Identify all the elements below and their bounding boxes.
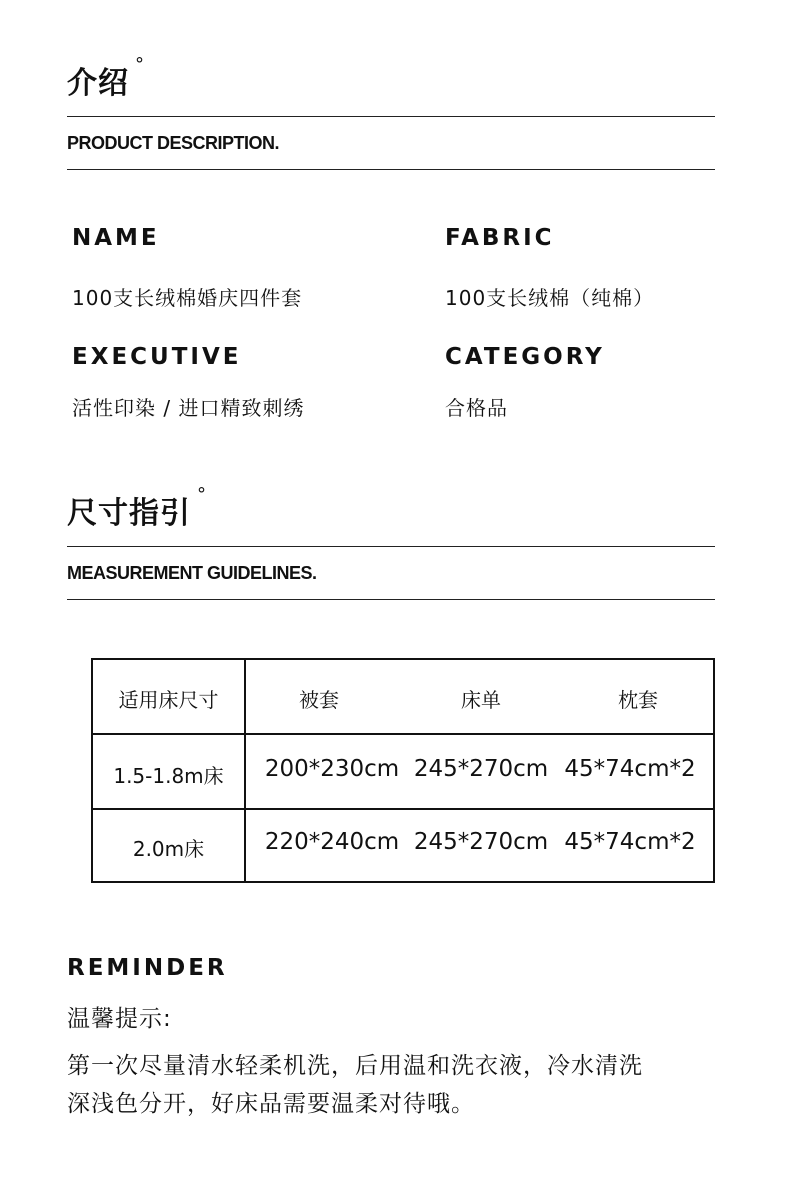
reminder-line-1: 第一次尽量清水轻柔机洗，后用温和洗衣液，冷水清洗 <box>67 1053 643 1079</box>
size-table <box>91 658 715 883</box>
reminder-line-2: 深浅色分开，好床品需要温柔对待哦。 <box>67 1091 475 1117</box>
table-cell-bed: 2.0m床 <box>132 837 205 861</box>
table-header-pillowcase: 枕套 <box>618 688 658 712</box>
divider <box>67 599 715 600</box>
table-cell-duvet: 200*230cm <box>264 756 400 782</box>
reminder-label: 温馨提示: <box>67 1006 172 1032</box>
table-cell-pillowcase: 45*74cm*2 <box>564 829 696 855</box>
spec-label-fabric: FABRIC <box>445 225 555 251</box>
table-header-sheet: 床单 <box>461 688 501 712</box>
spec-value-fabric: 100支长绒棉（纯棉） <box>445 286 655 310</box>
spec-value-name: 100支长绒棉婚庆四件套 <box>72 286 303 310</box>
intro-title <box>67 54 145 102</box>
sizes-title-text: 尺寸指引 <box>67 496 191 531</box>
table-cell-pillowcase: 45*74cm*2 <box>564 756 696 782</box>
degree-mark: ° <box>135 54 145 75</box>
spec-label-category: CATEGORY <box>445 344 605 370</box>
spec-label-name: NAME <box>72 225 160 251</box>
divider <box>67 169 715 170</box>
table-cell-sheet: 245*270cm <box>413 756 549 782</box>
table-row-divider <box>93 808 713 810</box>
degree-mark: ° <box>197 484 207 505</box>
table-cell-bed: 1.5-1.8m床 <box>113 764 224 788</box>
sizes-title <box>67 484 207 532</box>
table-cell-duvet: 220*240cm <box>264 829 400 855</box>
table-header-bed: 适用床尺寸 <box>118 688 219 712</box>
table-row-divider <box>93 733 713 735</box>
intro-subtitle: PRODUCT DESCRIPTION. <box>67 133 280 153</box>
divider <box>67 116 715 117</box>
spec-label-executive: EXECUTIVE <box>72 344 242 370</box>
intro-title-text: 介绍 <box>67 66 129 101</box>
spec-value-executive: 活性印染 / 进口精致刺绣 <box>72 396 305 420</box>
sizes-subtitle: MEASUREMENT GUIDELINES. <box>67 563 317 583</box>
spec-value-category: 合格品 <box>445 396 508 420</box>
reminder-title: REMINDER <box>67 955 228 981</box>
divider <box>67 546 715 547</box>
table-header-duvet: 被套 <box>299 688 339 712</box>
table-cell-sheet: 245*270cm <box>413 829 549 855</box>
